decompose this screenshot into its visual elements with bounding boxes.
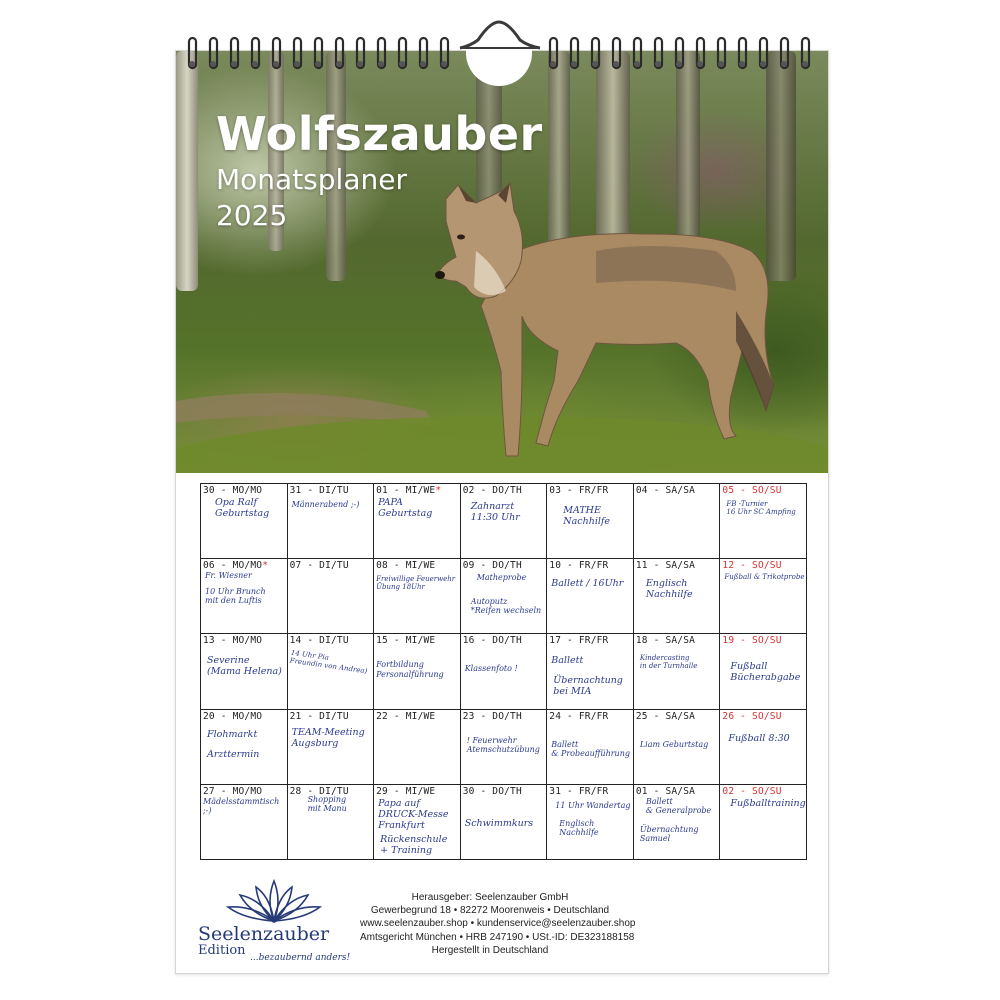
imprint-line: Gewerbegrund 18 • 82272 Moorenweis • Deutschland xyxy=(370,905,610,917)
day-header xyxy=(636,560,695,571)
handwritten-note: Übernachtung Samuel xyxy=(639,824,699,843)
handwritten-note: Shopping mit Manu xyxy=(307,794,347,813)
calendar-day-cell xyxy=(374,484,461,559)
day-header xyxy=(290,635,349,646)
day-header-label: 13 - MO/MO xyxy=(203,635,263,647)
day-header xyxy=(376,711,435,722)
handwritten-note: Ballett & Generalprobe xyxy=(645,796,712,815)
day-header-label: 02 - SO/SU xyxy=(722,785,782,797)
day-header xyxy=(376,635,435,646)
day-header-label: 08 - MI/WE xyxy=(376,560,436,572)
calendar-day-cell xyxy=(461,484,548,559)
logo-edition: Edition xyxy=(198,943,246,958)
day-header-label: 16 - DO/TH xyxy=(462,635,522,647)
calendar-day-cell xyxy=(461,634,548,709)
publisher-logo xyxy=(198,877,351,967)
lotus-logo-icon xyxy=(224,877,324,925)
handwritten-note: Freiwillige Feuerwehr Übung 18Uhr xyxy=(376,575,456,592)
holiday-star: * xyxy=(435,485,442,496)
calendar-day-cell xyxy=(374,710,461,785)
handwritten-note: Fußball & Trikotprobe xyxy=(724,573,805,582)
day-header-label: 19 - SO/SU xyxy=(722,635,782,647)
calendar-day-cell xyxy=(720,634,807,709)
calendar-day-cell xyxy=(374,785,461,860)
day-header xyxy=(549,560,608,571)
calendar-day-cell xyxy=(201,559,288,634)
day-header xyxy=(722,711,781,722)
day-header-label: 24 - FR/FR xyxy=(549,710,609,722)
handwritten-note: TEAM-Meeting Augsburg xyxy=(291,726,365,749)
handwritten-note: Severine (Mama Helena) xyxy=(207,655,282,678)
logo-tagline: ...bezaubernd anders! xyxy=(250,953,351,963)
calendar-day-cell xyxy=(720,710,807,785)
day-header-label: 03 - FR/FR xyxy=(549,485,609,496)
imprint-line: Hergestellt in Deutschland xyxy=(431,944,549,956)
day-header xyxy=(463,711,522,722)
handwritten-note: Englisch Nachhilfe xyxy=(559,818,599,837)
day-header-label: 06 - MO/MO xyxy=(203,560,263,572)
day-header-label: 31 - DI/TU xyxy=(289,485,349,496)
calendar-day-cell xyxy=(720,785,807,860)
calendar-day-cell xyxy=(288,559,375,634)
day-header xyxy=(290,711,349,722)
handwritten-note: Flohmarkt xyxy=(207,728,258,740)
handwritten-note: 11 Uhr Wandertag xyxy=(555,800,631,810)
day-header xyxy=(463,635,522,646)
day-header xyxy=(376,560,435,571)
publisher-imprint xyxy=(360,891,636,957)
day-header xyxy=(549,786,608,797)
calendar-day-cell xyxy=(201,634,288,709)
handwritten-note: Liam Geburtstag xyxy=(639,739,709,749)
day-header xyxy=(203,711,262,722)
calendar-day-cell xyxy=(634,484,721,559)
day-header xyxy=(636,485,695,496)
calendar-day-cell xyxy=(288,785,375,860)
day-header-label: 30 - MO/MO xyxy=(203,485,263,496)
day-header xyxy=(203,786,262,797)
handwritten-note: Fußball Bücherabgabe xyxy=(730,661,801,684)
handwritten-note: Papa auf DRUCK-Messe Frankfurt xyxy=(378,797,449,831)
day-header-label: 14 - DI/TU xyxy=(289,635,349,647)
handwritten-note: Rückenschule + Training xyxy=(380,833,448,856)
calendar-day-cell xyxy=(547,710,634,785)
handwritten-note: Ballett / 16Uhr xyxy=(551,578,624,590)
day-header-label: 17 - FR/FR xyxy=(549,635,609,647)
calendar-sheet xyxy=(175,50,829,974)
day-header-label: 12 - SO/SU xyxy=(722,560,782,572)
calendar-day-cell xyxy=(634,634,721,709)
day-header-label: 10 - FR/FR xyxy=(549,560,609,572)
day-header-label: 21 - DI/TU xyxy=(289,710,349,722)
calendar-day-cell xyxy=(461,559,548,634)
calendar-day-cell xyxy=(547,484,634,559)
day-header-label: 07 - DI/TU xyxy=(289,560,349,572)
calendar-day-cell xyxy=(634,785,721,860)
handwritten-note: Matheprobe xyxy=(476,573,527,583)
holiday-star: * xyxy=(262,560,269,572)
day-header xyxy=(463,560,522,571)
calendar-day-cell xyxy=(461,785,548,860)
day-header xyxy=(549,711,608,722)
imprint-line: www.seelenzauber.shop • kundenservice@seelenzauber.shop xyxy=(360,918,636,930)
day-header-label: 23 - DO/TH xyxy=(462,710,522,722)
day-header xyxy=(722,635,781,646)
day-header-label: 22 - MI/WE xyxy=(376,710,436,722)
calendar-day-cell xyxy=(288,484,375,559)
handwritten-note: Autoputz *Reifen wechseln xyxy=(470,597,542,616)
calendar-day-cell xyxy=(288,710,375,785)
day-header-label: 01 - MI/WE xyxy=(376,485,436,496)
day-header-label: 20 - MO/MO xyxy=(203,710,263,722)
handwritten-note: Schwimmkurs xyxy=(464,817,534,829)
day-header-label: 18 - SA/SA xyxy=(635,635,696,647)
calendar-day-cell xyxy=(634,559,721,634)
calendar-subtitle: Monatsplaner xyxy=(216,163,407,196)
calendar-day-cell xyxy=(201,484,288,559)
day-header xyxy=(290,485,349,496)
day-header xyxy=(203,635,262,646)
calendar-year: 2025 xyxy=(216,199,288,232)
day-header-label: 26 - SO/SU xyxy=(722,710,782,722)
imprint-line: Amtsgericht München • HRB 247190 • USt.-ID: DE323188158 xyxy=(360,931,635,943)
calendar-day-cell xyxy=(547,785,634,860)
calendar-day-cell xyxy=(288,634,375,709)
handwritten-note: 10 Uhr Brunch mit den Luftis xyxy=(205,587,266,606)
handwritten-note: Fußball 8:30 xyxy=(728,732,790,744)
day-header-label: 29 - MI/WE xyxy=(376,785,436,797)
calendar-day-cell xyxy=(201,710,288,785)
day-header-label: 01 - SA/SA xyxy=(635,785,696,797)
handwritten-note: Ballett & Probeaufführung xyxy=(551,739,630,758)
day-header xyxy=(463,485,522,496)
month-grid xyxy=(200,483,807,860)
day-header-label: 15 - MI/WE xyxy=(376,635,436,647)
day-header xyxy=(636,786,695,797)
imprint-line: Herausgeber: Seelenzauber GmbH xyxy=(411,892,569,903)
handwritten-note: PAPA Geburtstag xyxy=(378,497,433,519)
handwritten-note: 14 Uhr Pia Freundin von Andrea) xyxy=(288,649,368,676)
day-header xyxy=(463,786,522,797)
calendar-day-cell xyxy=(720,484,807,559)
day-header xyxy=(722,786,781,797)
handwritten-note: MATHE Nachhilfe xyxy=(563,505,611,527)
day-header xyxy=(722,560,781,571)
calendar-day-cell xyxy=(201,785,288,860)
handwritten-note: Ballett xyxy=(551,655,584,667)
day-header-label: 28 - DI/TU xyxy=(289,785,349,797)
day-header-label: 09 - DO/TH xyxy=(462,560,522,572)
day-header xyxy=(376,485,441,496)
day-header xyxy=(290,560,349,571)
day-header xyxy=(549,635,608,646)
calendar-day-cell xyxy=(720,559,807,634)
handwritten-note: Fortbildung Personalführung xyxy=(376,660,444,679)
logo-name: Seelenzauber xyxy=(198,923,330,945)
day-header-label: 04 - SA/SA xyxy=(635,485,696,496)
day-header xyxy=(722,485,781,496)
day-header xyxy=(203,560,268,571)
day-header-label: 30 - DO/TH xyxy=(462,785,522,797)
calendar-title: Wolfszauber xyxy=(216,107,543,161)
day-header xyxy=(636,711,695,722)
day-header-label: 02 - DO/TH xyxy=(462,485,522,496)
handwritten-note: Opa Ralf Geburtstag xyxy=(215,497,270,519)
handwritten-note: Fr. Wiesner xyxy=(205,571,252,581)
calendar-day-cell xyxy=(374,634,461,709)
handwritten-note: Arzttermin xyxy=(207,748,260,760)
day-header-label: 05 - SO/SU xyxy=(722,485,782,496)
handwritten-note: Mädelsstammtisch ;-) xyxy=(203,796,280,815)
calendar-day-cell xyxy=(374,559,461,634)
calendar-day-cell xyxy=(547,634,634,709)
day-header xyxy=(636,635,695,646)
calendar-day-cell xyxy=(634,710,721,785)
calendar-day-cell xyxy=(461,710,548,785)
day-header-label: 27 - MO/MO xyxy=(203,785,263,797)
handwritten-note: FB -Turnier 16 Uhr SC Ampfing xyxy=(726,500,796,517)
day-header xyxy=(203,485,262,496)
handwritten-note: Klassenfoto ! xyxy=(464,664,518,674)
handwritten-note: Übernachtung bei MIA xyxy=(553,675,623,698)
handwritten-note: Englisch Nachhilfe xyxy=(645,578,693,601)
wolf-photo xyxy=(176,51,828,473)
day-header-label: 11 - SA/SA xyxy=(635,560,696,572)
day-header xyxy=(376,786,435,797)
handwritten-note: Männerabend ;-) xyxy=(291,500,360,509)
day-header-label: 31 - FR/FR xyxy=(549,785,609,797)
handwritten-note: Zahnarzt 11:30 Uhr xyxy=(470,501,520,523)
calendar-day-cell xyxy=(547,559,634,634)
handwritten-note: ! Feuerwehr Atemschutzübung xyxy=(466,735,540,754)
handwritten-note: Kindercasting in der Turnhalle xyxy=(639,654,698,671)
day-header xyxy=(549,485,608,496)
day-header-label: 25 - SA/SA xyxy=(635,710,696,722)
handwritten-note: Fußballtraining xyxy=(730,797,806,809)
